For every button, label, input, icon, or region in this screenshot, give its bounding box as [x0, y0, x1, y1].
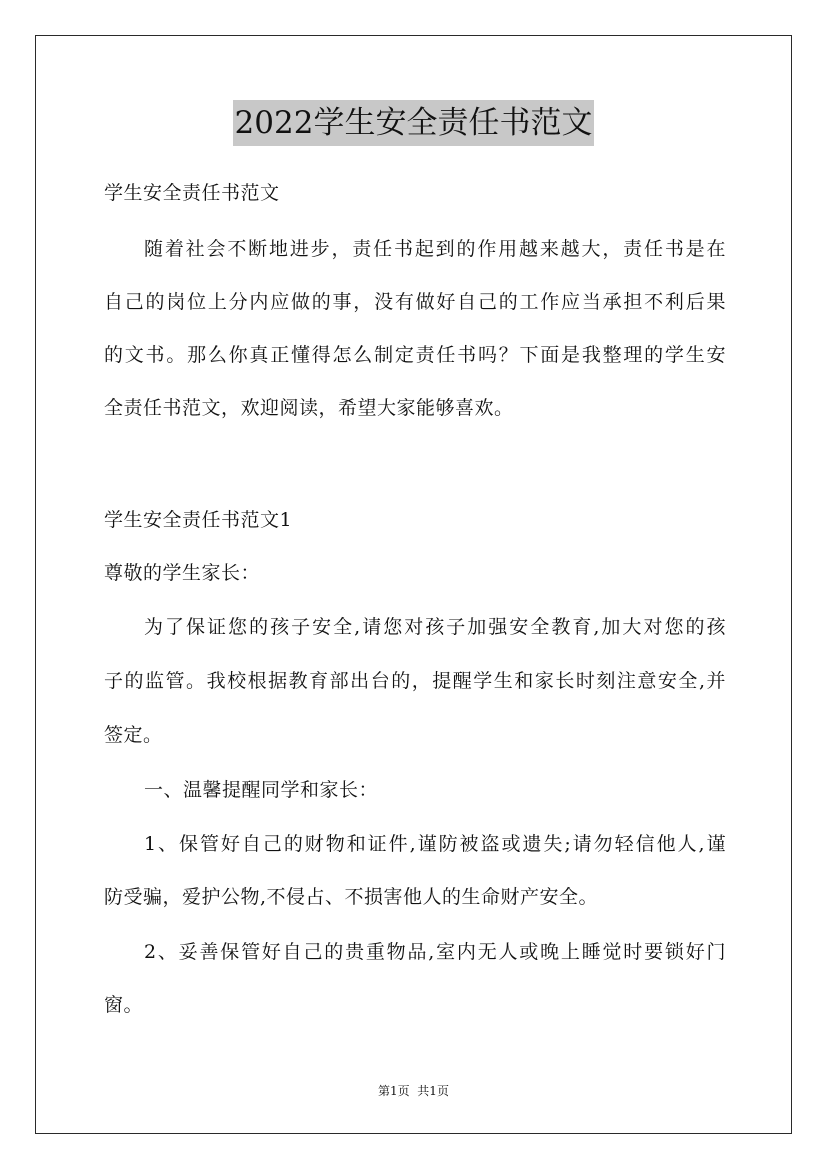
list-heading: 一、温馨提醒同学和家长： — [144, 779, 379, 801]
salutation: 尊敬的学生家长： — [104, 562, 261, 584]
list-item-line: 1、保管好自己的财物和证件,谨防被盗或遗失;请勿轻信他人,谨 — [144, 833, 726, 855]
body-paragraph-line: 签定。 — [104, 724, 163, 746]
intro-paragraph-line: 的文书。那么你真正懂得怎么制定责任书吗？下面是我整理的学生安 — [104, 344, 726, 366]
body-paragraph-line: 子的监管。我校根据教育部出台的，提醒学生和家长时刻注意安全,并 — [104, 670, 726, 692]
page-footer: 第1页 共1页 — [378, 1084, 449, 1098]
document-title: 2022学生安全责任书范文 — [233, 100, 595, 146]
intro-paragraph-line: 全责任书范文，欢迎阅读，希望大家能够喜欢。 — [104, 397, 514, 419]
list-item-line: 防受骗，爱护公物,不侵占、不损害他人的生命财产安全。 — [104, 886, 599, 908]
title-container — [0, 100, 827, 146]
body-paragraph-line: 为了保证您的孩子安全,请您对孩子加强安全教育,加大对您的孩 — [144, 616, 726, 638]
list-item-line: 2、妥善保管好自己的贵重物品,室内无人或晚上睡觉时要锁好门 — [144, 941, 726, 963]
sample-heading: 学生安全责任书范文1 — [104, 509, 293, 531]
list-item-line: 窗。 — [104, 994, 144, 1016]
section-heading: 学生安全责任书范文 — [104, 182, 280, 204]
intro-paragraph-line: 自己的岗位上分内应做的事，没有做好自己的工作应当承担不利后果 — [104, 291, 726, 313]
intro-paragraph-line: 随着社会不断地进步，责任书起到的作用越来越大，责任书是在 — [144, 238, 726, 260]
